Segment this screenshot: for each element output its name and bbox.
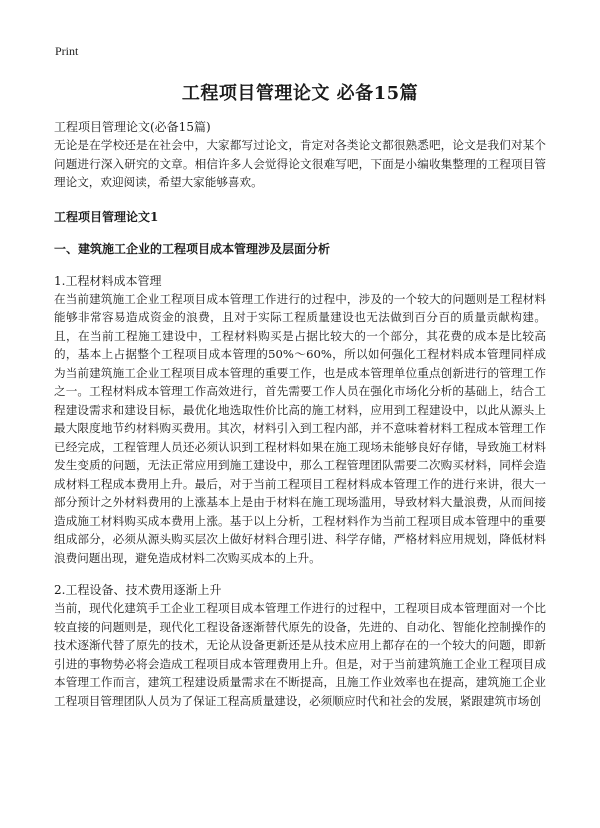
subsection-title-1: 1.工程材料成本管理 [54, 273, 162, 288]
subsection-body-1: 在当前建筑施工企业工程项目成本管理工作进行的过程中，涉及的一个较大的问题则是工程材料能够非常容易造成资金的浪费，且对于实际工程质量建设也无法做到百分百的质量贡献构建。且，在当前工程施工建设中，工程材料购买是占据比较大的一个部分，其花费的成本是比较高的，基本上占据整个工程项目成本管理的50%～60%，所以如何强化工程材料成本管理同样成为当前建筑施工企业工程项目成本管理的重要工作，也是成本管理单位重点创新进行的管理工作之一。工程材料成本管理工作高效进行，首先需要工作人员在强化市场化分析的基础上，结合工程建设需求和建设目标，最优化地选取性价比高的施工材料，应用到工程建设中，以此从源头上最大限度地节约材料购买费用。其次，材料引入到工程内部，并不意味着材料工程成本管理工作已经完成，工程管理人员还必须认识到工程材料如果在施工现场未能够良好存储，导致施工材料发生变质的问题，无法正常应用到施工建设中，那么工程管理团队需要二次购买材料，同样会造成材料工程成本费用上升。最后，对于当前工程项目工程材料成本管理工作的进行来讲，很大一部分预计之外材料费用的上涨基本上是由于材料在施工现场滥用，导致材料大量浪费，从而间接造成施工材料购买成本费用上涨。基于以上分析，工程材料作为当前工程项目成本管理中的重要组成部分，必须从源头购买层次上做好材料合理引进、科学存储，严格材料应用规划，降低材料浪费问题出现，避免造成材料二次购买成本的上升。 [54, 291, 546, 565]
subsection-body-2: 当前，现代化建筑手工企业工程项目成本管理工作进行的过程中，工程项目成本管理面对一个比较直接的问题则是，现代化工程设备逐渐替代原先的设备，先进的、自动化、智能化控制操作的技术逐渐代替了原先的技术，无论从设备更新还是从技术应用上都存在的一个较大的问题，即新引进的事物势必将会造成工程项目成本管理费用上升。但是，对于当前建筑施工企业工程项目成本管理工作而言，建筑工程建设质量需求在不断提高，且施工作业效率也在提高，建筑施工企业工程项目管理团队人员为了保证工程高质量建设，必须顺应时代和社会的发展，紧跟建筑市场创 [54, 601, 546, 708]
section-title: 工程项目管理论文1 [54, 209, 159, 224]
subsection-title-2: 2.工程设备、技术费用逐渐上升 [54, 583, 222, 597]
document-title: 工程项目管理论文 必备15篇 [181, 83, 419, 104]
document-subtitle: 工程项目管理论文(必备15篇) [54, 120, 211, 134]
print-label[interactable]: Print [55, 44, 79, 58]
section-heading: 一、建筑施工企业的工程项目成本管理涉及层面分析 [54, 241, 331, 256]
intro-paragraph: 无论是在学校还是在社会中，大家都写过论文，肯定对各类论文都很熟悉吧，论文是我们对某个问题进行深入研究的文章。相信许多人会觉得论文很难写吧，下面是小编收集整理的工程项目管理论文，欢迎阅读，希望大家能够喜欢。 [54, 138, 546, 189]
